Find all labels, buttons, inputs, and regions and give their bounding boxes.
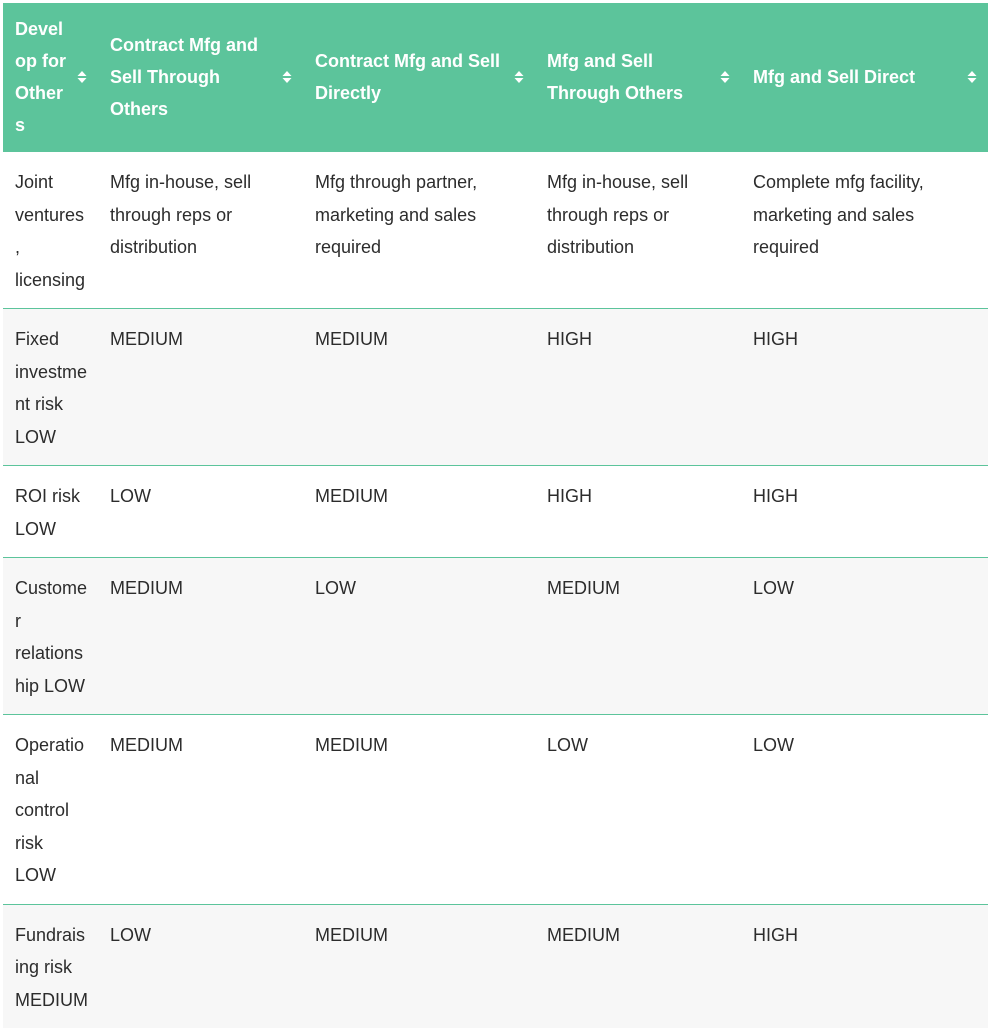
table-cell: LOW — [753, 578, 795, 598]
column-header-mfg-sell-direct[interactable] — [741, 3, 988, 152]
table-cell: LOW — [315, 578, 357, 598]
table-cell: HIGH — [753, 329, 798, 349]
table-cell: MEDIUM — [547, 578, 620, 598]
table-row — [3, 715, 988, 905]
column-header-label: Contract Mfg and Sell Through Others — [110, 35, 258, 119]
comparison-table-container — [3, 3, 988, 1028]
sort-updown-icon[interactable] — [966, 69, 978, 85]
table-cell: HIGH — [547, 329, 592, 349]
column-header-label: Mfg and Sell Through Others — [547, 51, 683, 103]
column-header-contract-mfg-sell-directly[interactable] — [303, 3, 535, 152]
table-cell: Complete mfg facility, marketing and sales required — [753, 172, 924, 257]
table-cell: MEDIUM — [315, 329, 388, 349]
table-row — [3, 558, 988, 715]
table-cell: HIGH — [753, 924, 798, 945]
sort-updown-icon[interactable] — [719, 69, 731, 85]
table-cell: Joint ventures, licensing — [15, 172, 86, 290]
table-cell: ROI risk LOW — [15, 486, 80, 539]
table-cell: MEDIUM — [315, 486, 388, 506]
table-cell: MEDIUM — [110, 578, 183, 598]
table-cell: Mfg in-house, sell through reps or distribution — [547, 172, 689, 257]
table-cell: LOW — [110, 486, 152, 506]
sort-updown-icon[interactable] — [513, 69, 525, 85]
table-body — [3, 152, 988, 1028]
table-cell: HIGH — [753, 486, 798, 506]
sort-updown-icon[interactable] — [281, 69, 293, 85]
table-cell: MEDIUM — [547, 924, 620, 945]
table-cell: LOW — [547, 735, 589, 755]
table-cell: Mfg in-house, sell through reps or distribution — [110, 172, 252, 257]
table-row — [3, 904, 988, 1028]
table-cell: Mfg through partner, marketing and sales required — [315, 172, 478, 257]
table-row — [3, 466, 988, 558]
table-cell: MEDIUM — [110, 329, 183, 349]
table-row — [3, 152, 988, 309]
table-cell: MEDIUM — [315, 924, 388, 945]
table-cell: Customer relationship LOW — [15, 578, 88, 696]
table-cell: Fixed investment risk LOW — [15, 329, 88, 447]
sort-updown-icon[interactable] — [76, 69, 88, 85]
comparison-table — [3, 3, 988, 1028]
table-cell: MEDIUM — [110, 735, 183, 755]
table-row — [3, 309, 988, 466]
table-cell: Operational control risk LOW — [15, 735, 85, 885]
table-cell: LOW — [110, 924, 152, 945]
column-header-label: Mfg and Sell Direct — [753, 67, 916, 87]
column-header-contract-mfg-sell-through-others[interactable] — [98, 3, 303, 152]
table-cell: Fundraising risk MEDIUM — [15, 924, 88, 1010]
table-cell: HIGH — [547, 486, 592, 506]
table-header — [3, 3, 988, 152]
table-cell: LOW — [753, 735, 795, 755]
column-header-develop-for-others[interactable] — [3, 3, 98, 152]
column-header-label: Develop for Others — [15, 19, 66, 135]
column-header-mfg-sell-through-others[interactable] — [535, 3, 741, 152]
header-row — [3, 3, 988, 152]
table-cell: MEDIUM — [315, 735, 388, 755]
column-header-label: Contract Mfg and Sell Directly — [315, 51, 501, 103]
